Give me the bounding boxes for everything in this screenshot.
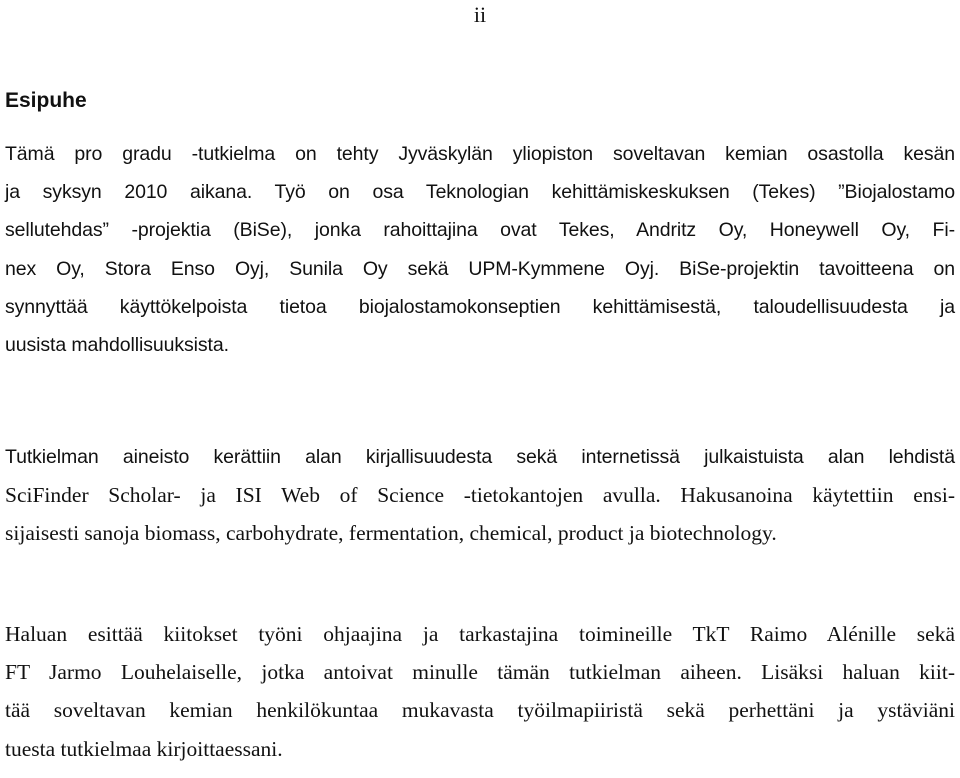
- page-number: ii: [473, 2, 487, 27]
- section-heading: Esipuhe: [5, 89, 87, 112]
- paragraph-acknowledgements: [5, 615, 955, 768]
- text-line: tuesta tutkielmaa kirjoittaessani.: [5, 736, 283, 761]
- text-line: synnyttää käyttökelpoista tietoa biojalostamokonseptien kehittämisestä, taloudellisuudesta ja: [5, 295, 955, 318]
- text-line: SciFinder Scholar- ja ISI Web of Science -tietokantojen avulla. Hakusanoina käytettiin ensi-: [5, 483, 955, 508]
- text-line: Tämä pro gradu -tutkielma on tehty Jyväskylän yliopiston soveltavan kemian osastolla kesän: [5, 143, 955, 165]
- text-line: FT Jarmo Louhelaiselle, jotka antoivat minulle tämän tutkielman aiheen. Lisäksi haluan kiit-: [5, 660, 955, 685]
- text-line: ja syksyn 2010 aikana. Työ on osa Teknologian kehittämiskeskuksen (Tekes) ”Biojalostamo: [5, 181, 955, 204]
- text-line: tää soveltavan kemian henkilökuntaa mukavasta työilmapiiristä sekä perhettäni ja ystäviäni: [5, 698, 955, 723]
- text-line: uusista mahdollisuuksista.: [5, 334, 229, 357]
- text-line: Haluan esittää kiitokset työni ohjaajina ja tarkastajina toimineille TkT Raimo Alénille sekä: [5, 622, 955, 646]
- paragraph-sources: [5, 438, 955, 553]
- text-line: Tutkielman aineisto kerättiin alan kirjallisuudesta sekä internetissä julkaistuista alan lehdistä: [5, 446, 955, 468]
- text-line: nex Oy, Stora Enso Oyj, Sunila Oy sekä UPM-Kymmene Oyj. BiSe-projektin tavoitteena on: [5, 257, 955, 280]
- paragraph-funding: [5, 135, 955, 364]
- text-line: sellutehdas” -projektia (BiSe), jonka rahoittajina ovat Tekes, Andritz Oy, Honeywell Oy, Fi-: [5, 219, 955, 242]
- text-line: sijaisesti sanoja biomass, carbohydrate, fermentation, chemical, product ja biotechnology.: [5, 521, 777, 546]
